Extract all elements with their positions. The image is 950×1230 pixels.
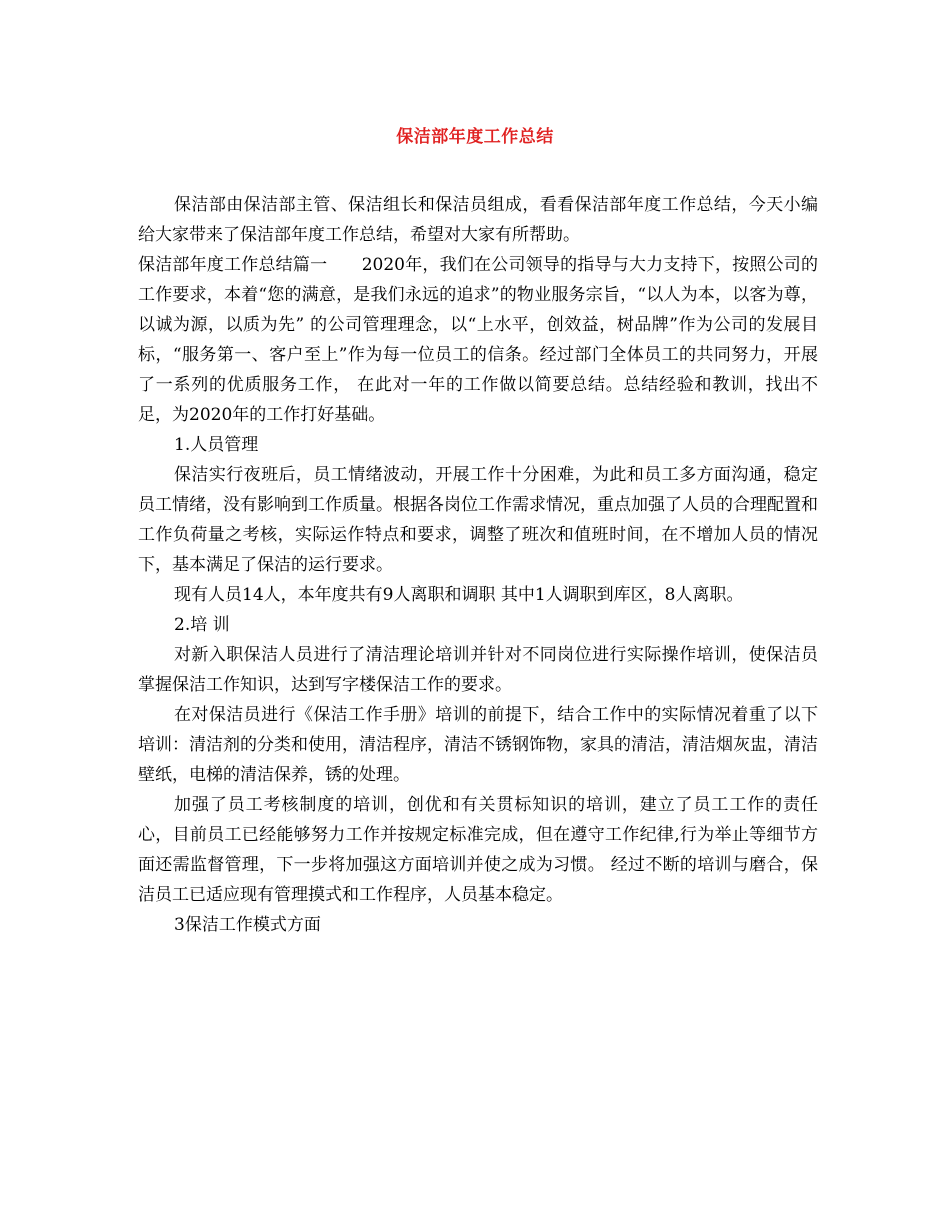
document-title: 保洁部年度工作总结 <box>396 127 554 147</box>
paragraph: 保洁部年度工作总结篇一 2020年，我们在公司领导的指导与大力支持下，按照公司的工作要求，本着“您的满意，是我们永远的追求”的物业服务宗旨，“以人为本，以客为尊，以诚为源，以质为先” 的公司管理理念，以“上水平，创效益，树品牌”作为公司的发展目标，“服务第一、客户至上”作为每一位员工的信条。经过部门全体员工的共同努力，开展了一系列的优质服务工作， 在此对一年的工作做以简要总结。总结经验和教训，找出不足，为2020年的工作打好基础。 <box>138 255 818 425</box>
paragraph: 在对保洁员进行《保洁工作手册》培训的前提下，结合工作中的实际情况着重了以下培训：清洁剂的分类和使用，清洁程序，清洁不锈钢饰物，家具的清洁，清洁烟灰盅，清洁壁纸，电梯的清洁保养，锈的处理。 <box>138 705 818 785</box>
paragraph: 现有人员14人，本年度共有9人离职和调职 其中1人调职到库区，8人离职。 <box>174 585 744 605</box>
paragraph: 保洁部由保洁部主管、保洁组长和保洁员组成，看看保洁部年度工作总结，今天小编给大家带来了保洁部年度工作总结，希望对大家有所帮助。 <box>138 195 818 245</box>
section-heading: 3保洁工作模式方面 <box>174 915 321 935</box>
document-body <box>138 190 818 940</box>
section-heading: 2.培 训 <box>174 615 230 635</box>
section-heading: 1.人员管理 <box>174 435 259 455</box>
paragraph: 保洁实行夜班后，员工情绪波动，开展工作十分困难，为此和员工多方面沟通，稳定员工情绪，没有影响到工作质量。根据各岗位工作需求情况，重点加强了人员的合理配置和工作负荷量之考核，实际运作特点和要求，调整了班次和值班时间，在不增加人员的情况下，基本满足了保洁的运行要求。 <box>138 465 818 575</box>
paragraph: 对新入职保洁人员进行了清洁理论培训并针对不同岗位进行实际操作培训，使保洁员掌握保洁工作知识，达到写字楼保洁工作的要求。 <box>138 645 818 695</box>
paragraph: 加强了员工考核制度的培训，创优和有关贯标知识的培训，建立了员工工作的责任心，目前员工已经能够努力工作并按规定标准完成，但在遵守工作纪律,行为举止等细节方面还需监督管理，下一步将加强这方面培训并使之成为习惯。 经过不断的培训与磨合，保洁员工已适应现有管理摸式和工作程序，人员基本稳定。 <box>138 795 818 905</box>
